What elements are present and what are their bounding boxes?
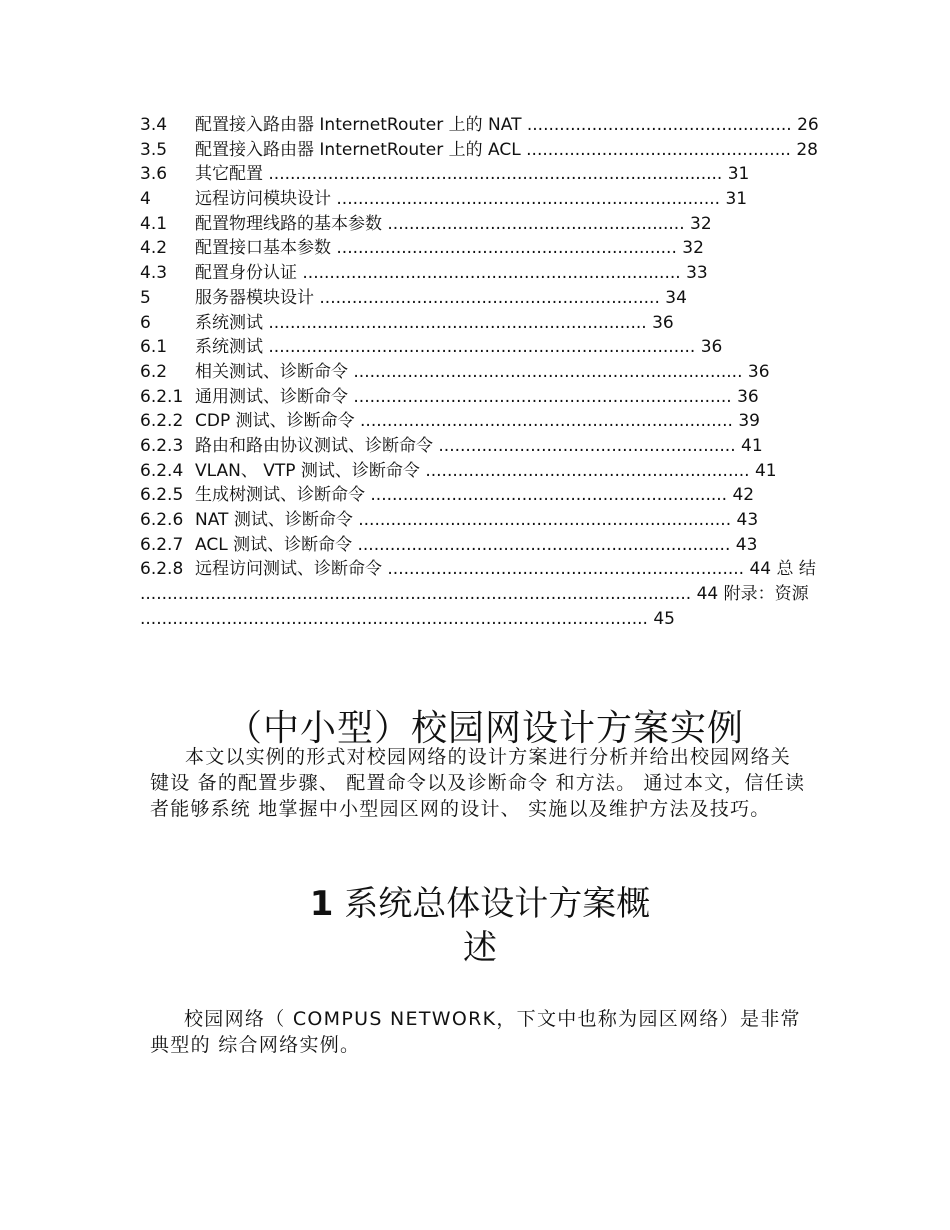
toc-entry-number: 6 — [140, 312, 151, 333]
toc-entry-page: 28 — [796, 139, 818, 160]
toc-entry-leader: ...................................................................... — [302, 263, 681, 284]
toc-entry-number: 6.1 — [140, 337, 168, 358]
toc-entry[interactable] — [140, 434, 810, 459]
section-title: 系统总体设计方案概 — [344, 884, 651, 924]
toc-entry-title: 配置接口基本参数 — [195, 238, 331, 259]
toc-entry[interactable] — [140, 236, 810, 261]
toc-entry[interactable] — [140, 113, 819, 138]
toc-entry-number: 3.5 — [140, 139, 168, 160]
toc-entry-title: 配置身份认证 — [195, 263, 297, 284]
toc-continuation-line — [140, 607, 810, 632]
body-paragraph: 校园网络（ COMPUS NETWORK，下文中也称为园区网络）是非常典型的 综合网络实例。 — [150, 1008, 801, 1056]
toc-entry[interactable] — [140, 261, 810, 286]
toc-entry-number: 6.2 — [140, 361, 168, 382]
toc-continuation-text: ...................................................................................................... 44 附录：资源 — [140, 584, 809, 605]
toc-entry-title: 其它配置 — [195, 164, 263, 185]
toc-entry-leader: ..................................................................... — [360, 411, 733, 432]
toc-entry-page: 32 — [682, 238, 704, 259]
toc-entry-page: 32 — [690, 213, 712, 234]
toc-entry-leader: ................................................. — [526, 139, 791, 160]
section-number: 1 — [309, 884, 334, 924]
toc-entry-title: 相关测试、诊断命令 — [195, 361, 348, 382]
toc-entry-number: 4 — [140, 189, 151, 210]
toc-entry-page: 42 — [732, 485, 755, 506]
toc-entry-text — [195, 557, 816, 582]
toc-entry-number: 4.1 — [140, 213, 168, 234]
toc-entry-title: ACL 测试、诊断命令 — [195, 534, 353, 555]
toc-entry-title: 生成树测试、诊断命令 — [195, 485, 365, 506]
toc-entry-leader: ............................................................ — [425, 460, 750, 481]
toc-entry-title: VLAN、 VTP 测试、诊断命令 — [195, 460, 420, 481]
toc-entry-number: 6.2.1 — [140, 386, 184, 407]
toc-entry-page: 36 — [700, 337, 723, 358]
toc-entry-page: 44 总 结 — [749, 559, 816, 580]
toc-entry-leader: .................................................................. — [370, 485, 728, 506]
toc-entry-text — [195, 385, 759, 410]
toc-entry-leader: ..................................................................... — [357, 534, 731, 555]
toc-entry-page: 43 — [735, 534, 758, 555]
toc-entry[interactable] — [140, 335, 810, 360]
toc-entry-page: 36 — [652, 312, 674, 333]
document-title: （中小型）校园网设计方案实例 — [225, 708, 744, 749]
toc-entry-leader: ........................................................................ — [353, 361, 743, 382]
toc-entry-title: 通用测试、诊断命令 — [195, 386, 348, 407]
toc-entry-leader: .................................................................. — [387, 559, 745, 580]
toc-entry-number: 5 — [140, 287, 151, 308]
section-heading-line-1 — [0, 882, 950, 926]
toc-entry[interactable] — [140, 311, 810, 336]
toc-entry-page: 36 — [747, 361, 770, 382]
toc-entry[interactable] — [140, 360, 810, 385]
section-heading-line-2: 述 — [463, 928, 497, 968]
toc-entry-text — [195, 409, 760, 434]
toc-entry[interactable] — [140, 286, 810, 311]
toc-entry-title: 路由和路由协议测试、诊断命令 — [195, 435, 433, 456]
toc-entry-page: 33 — [686, 263, 708, 284]
toc-entry-text — [195, 138, 818, 163]
toc-entry-number: 6.2.3 — [140, 435, 184, 456]
toc-entry-page: 41 — [754, 460, 777, 481]
toc-entry[interactable] — [140, 459, 810, 484]
toc-entry-page: 39 — [738, 411, 760, 432]
toc-entry-page: 36 — [737, 386, 759, 407]
toc-entry-number: 6.2.6 — [140, 510, 184, 530]
toc-entry-number: 6.2.2 — [140, 411, 184, 432]
toc-entry[interactable] — [140, 533, 810, 558]
intro-paragraph: 本文以实例的形式对校园网络的设计方案进行分析并给出校园网络关键设 备的配置步骤、 配置命令以及诊断命令 和方法。 通过本文，信任读者能够系统 地掌握中小型园区网的设计、 实施以及维护方法及技巧。 — [150, 746, 806, 820]
toc-entry-text — [195, 286, 687, 311]
toc-entry-title: 服务器模块设计 — [195, 287, 314, 308]
toc-entry-text — [195, 212, 712, 237]
toc-entry-text — [195, 162, 749, 187]
toc-entry-number: 6.2.4 — [140, 460, 184, 481]
toc-entry-text — [195, 261, 708, 286]
toc-entry-title: 配置接入路由器 InternetRouter 上的 NAT — [195, 115, 522, 135]
toc-entry-page: 34 — [665, 287, 687, 308]
toc-entry-leader: ....................................................... — [438, 435, 736, 456]
toc-entry-page: 26 — [797, 115, 819, 135]
toc-entry-text — [195, 533, 757, 558]
table-of-contents — [140, 113, 819, 631]
section-heading — [0, 882, 950, 970]
toc-entry-leader: ............................................................... — [336, 238, 677, 259]
toc-continuation-text: .............................................................................................. 45 — [140, 608, 675, 629]
toc-entry-page: 31 — [725, 189, 748, 210]
toc-entry-text — [195, 311, 674, 336]
toc-entry-text — [195, 335, 722, 360]
toc-entry-number: 6.2.5 — [140, 485, 184, 506]
toc-entry-number: 3.6 — [140, 164, 168, 185]
toc-entry-page: 31 — [727, 164, 750, 185]
toc-entry-leader: ...................................................................... — [268, 312, 647, 333]
toc-entry[interactable] — [140, 162, 810, 187]
toc-entry-text — [195, 236, 704, 261]
toc-entry[interactable] — [140, 409, 810, 434]
toc-entry-title: 系统测试 — [195, 312, 263, 333]
toc-entry-leader: ...................................................................... — [353, 386, 732, 407]
toc-entry-title: CDP 测试、诊断命令 — [195, 411, 355, 432]
toc-entry-page: 43 — [736, 510, 759, 530]
toc-entry[interactable] — [140, 138, 818, 163]
toc-entry[interactable] — [140, 483, 810, 508]
toc-entry-title: NAT 测试、诊断命令 — [195, 510, 353, 530]
toc-entry-text — [195, 434, 763, 459]
toc-entry-title: 远程访问模块设计 — [195, 189, 331, 210]
toc-entry-leader: ....................................................................... — [336, 189, 721, 210]
toc-continuation-line — [140, 582, 810, 607]
toc-entry-number: 4.3 — [140, 263, 168, 284]
toc-entry[interactable] — [140, 557, 816, 582]
toc-entry[interactable] — [140, 212, 810, 237]
toc-entry-title: 远程访问测试、诊断命令 — [195, 559, 382, 580]
toc-entry-number: 6.2.8 — [140, 559, 184, 580]
toc-entry-text — [195, 508, 758, 533]
toc-entry-text — [195, 459, 777, 484]
toc-entry-leader: ............................................................................... — [268, 337, 696, 358]
toc-entry[interactable] — [140, 187, 810, 212]
toc-entry[interactable] — [140, 508, 810, 533]
toc-entry-text — [195, 483, 754, 508]
toc-entry-text — [195, 113, 819, 138]
toc-entry-leader: .................................................................................... — [268, 164, 723, 185]
toc-entry[interactable] — [140, 385, 810, 410]
toc-entry-leader: ..................................................................... — [358, 510, 732, 530]
toc-entry-leader: ............................................................... — [319, 287, 660, 308]
toc-entry-title: 配置接入路由器 InternetRouter 上的 ACL — [195, 139, 521, 160]
toc-entry-page: 41 — [741, 435, 763, 456]
toc-entry-text — [195, 360, 770, 385]
toc-entry-number: 3.4 — [140, 115, 168, 135]
toc-entry-text — [195, 187, 747, 212]
toc-entry-leader: ....................................................... — [387, 213, 685, 234]
toc-entry-leader: ................................................. — [526, 115, 792, 135]
toc-entry-title: 系统测试 — [195, 337, 263, 358]
toc-entry-number: 4.2 — [140, 238, 168, 259]
toc-entry-title: 配置物理线路的基本参数 — [195, 213, 382, 234]
toc-entry-number: 6.2.7 — [140, 534, 184, 555]
